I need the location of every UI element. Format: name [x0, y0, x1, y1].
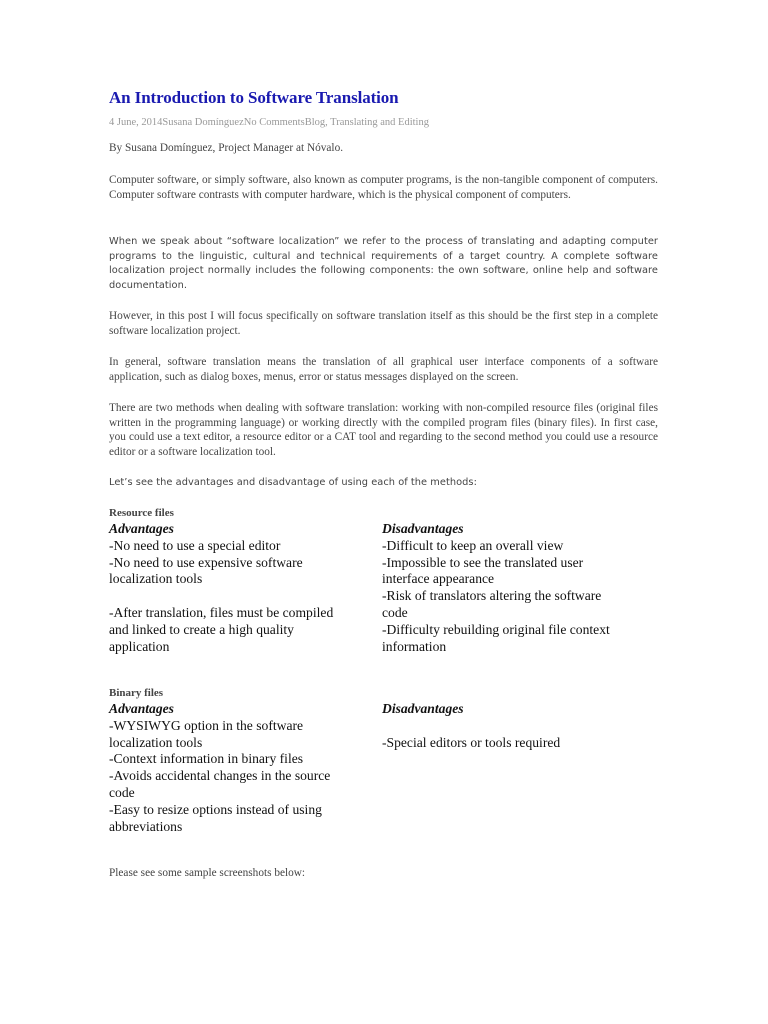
resource-disadvantage-line: interface appearance	[382, 571, 495, 587]
binary-disadvantage-line: -Special editors or tools required	[382, 734, 561, 750]
binary-disadvantages-column	[382, 701, 652, 751]
resource-disadvantage-line: -Risk of translators altering the software	[382, 588, 602, 604]
binary-advantage-line: -Easy to resize options instead of using	[109, 801, 322, 817]
binary-advantage-line: abbreviations	[109, 818, 183, 834]
spacer	[109, 588, 379, 605]
paragraph-5: There are two methods when dealing with software translation: working with non-compiled resource files (original files written in the programming language) or working directly with the compiled program files (binary files). In first case, you could use a text editor, a resource editor or a CAT tool and regarding to the second method you could use a resource editor or a software localization tool.	[109, 402, 658, 458]
resource-disadvantage-line: code	[382, 604, 408, 620]
resource-disadvantage-line: -Difficult to keep an overall view	[382, 537, 564, 553]
article-title[interactable]: An Introduction to Software Translation	[109, 88, 399, 107]
binary-advantage-line: localization tools	[109, 734, 203, 750]
resource-advantages-column	[109, 521, 379, 655]
binary-disadvantages-heading: Disadvantages	[382, 701, 464, 716]
resource-disadvantage-line: -Impossible to see the translated user	[382, 554, 584, 570]
paragraph-3: However, in this post I will focus specifically on software translation itself as this should be the first step in a complete software localization project.	[109, 310, 658, 337]
binary-advantage-line: -Avoids accidental changes in the source	[109, 768, 331, 784]
resource-advantage-line: -After translation, files must be compiled	[109, 604, 334, 620]
article-meta: 4 June, 2014Susana DomínguezNo CommentsBlog, Translating and Editing	[109, 117, 429, 128]
paragraph-2: When we speak about “software localization” we refer to the process of translating and adapting computer programs to the linguistic, cultural and technical requirements of a target country. A complete software localization project normally includes the following components: the own software, online help and software documentation.	[109, 236, 658, 291]
paragraph-4: In general, software translation means the translation of all graphical user interface components of a software application, such as dialog boxes, menus, error or status messages displayed on the screen.	[109, 356, 658, 383]
binary-advantage-line: code	[109, 784, 135, 800]
binary-advantage-line: -WYSIWYG option in the software	[109, 717, 304, 733]
binary-advantages-heading: Advantages	[109, 701, 174, 716]
resource-disadvantages-column	[382, 521, 652, 655]
resource-advantage-line: -No need to use expensive software	[109, 554, 303, 570]
paragraph-1: Computer software, or simply software, also known as computer programs, is the non-tangible component of computers. Computer software contrasts with computer hardware, which is the physical component of computers.	[109, 174, 658, 201]
binary-advantages-column	[109, 701, 379, 835]
byline: By Susana Domínguez, Project Manager at Nóvalo.	[109, 142, 344, 154]
resource-advantage-line: and linked to create a high quality	[109, 621, 294, 637]
resource-advantage-line: -No need to use a special editor	[109, 537, 281, 553]
binary-advantage-line: -Context information in binary files	[109, 751, 304, 767]
resource-disadvantages-heading: Disadvantages	[382, 521, 464, 536]
resource-advantage-line: localization tools	[109, 571, 203, 587]
spacer	[382, 718, 652, 735]
closing-paragraph: Please see some sample screenshots below:	[109, 867, 306, 879]
resource-advantages-heading: Advantages	[109, 521, 174, 536]
resource-files-heading: Resource files	[109, 507, 174, 519]
resource-disadvantage-line: information	[382, 638, 447, 654]
resource-disadvantage-line: -Difficulty rebuilding original file context	[382, 621, 610, 637]
binary-files-heading: Binary files	[109, 687, 164, 699]
paragraph-6: Let’s see the advantages and disadvantage of using each of the methods:	[109, 477, 477, 488]
resource-advantage-line: application	[109, 638, 170, 654]
